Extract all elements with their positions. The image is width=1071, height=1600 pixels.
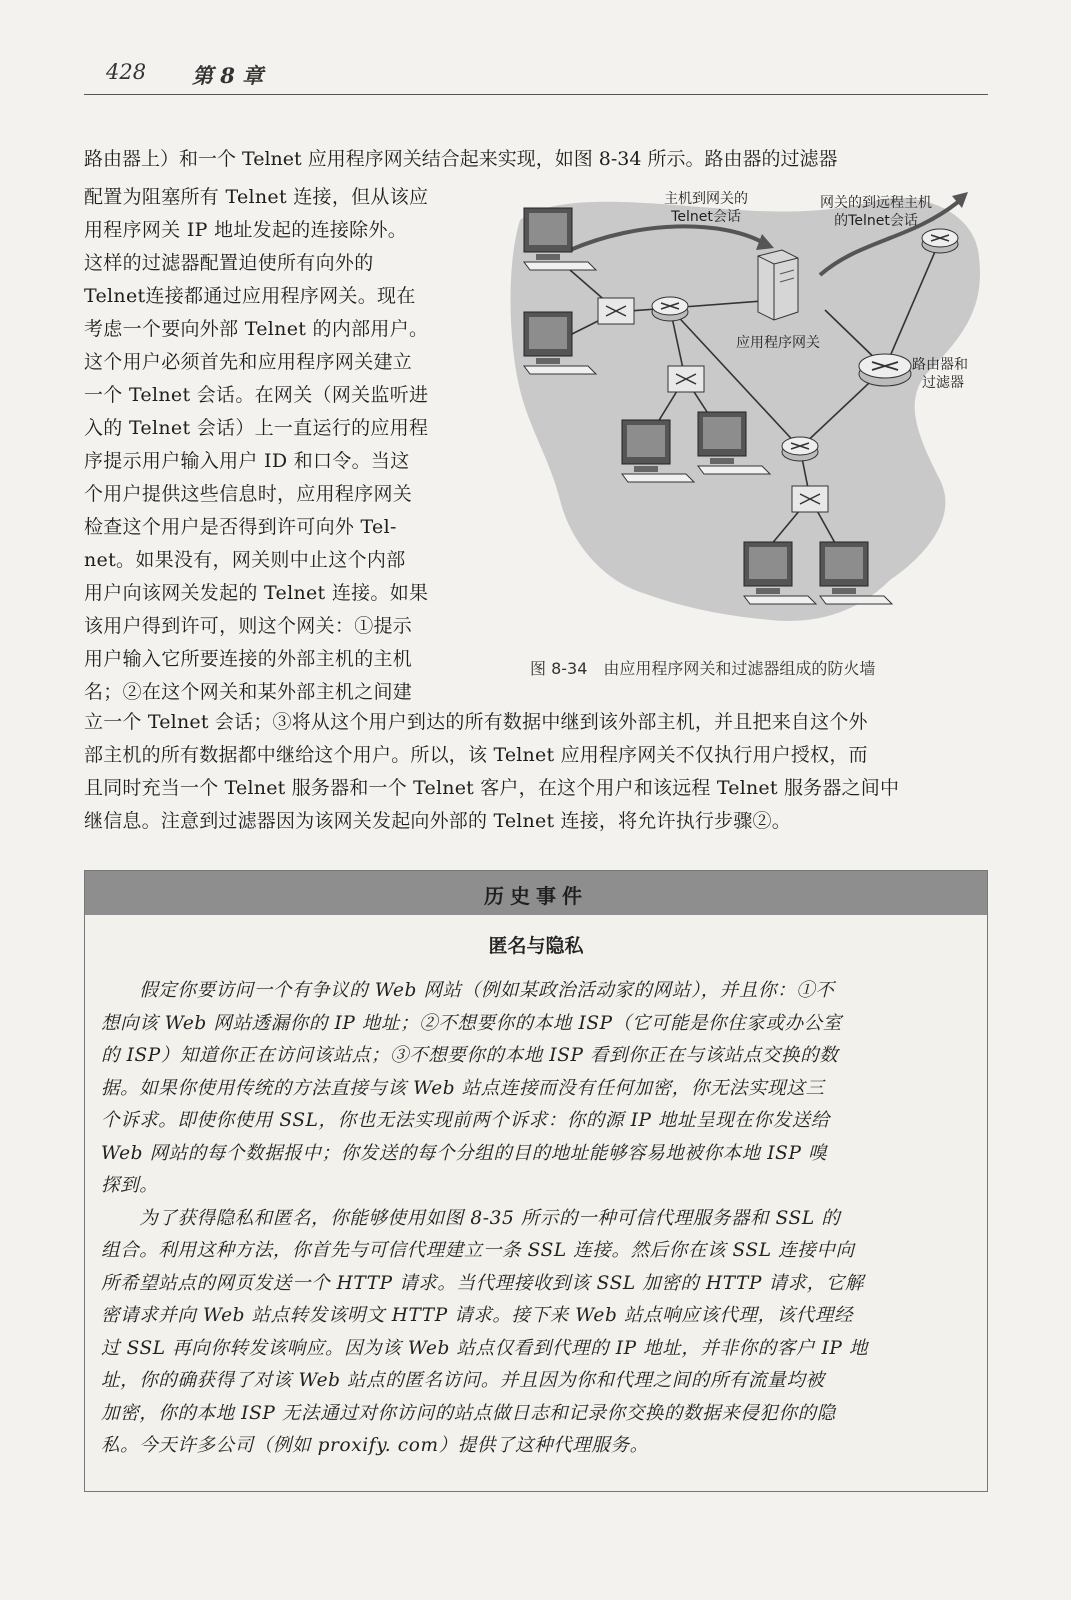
intro-line: 路由器上）和一个 Telnet 应用程序网关结合起来实现，如图 8-34 所示。路由器的过滤器 [84,148,838,170]
text-line: 假定你要访问一个有争议的 Web 网站（例如某政治活动家的网站），并且你：①不 [101,980,835,1001]
text-line: 过 SSL 再向你转发该响应。因为该 Web 站点仅看到代理的 IP 地址，并非你的客户 IP 地 [101,1337,869,1359]
box-body-text [101,975,973,1463]
text-line: 名；②在这个网关和某外部主机之间建 [84,681,413,703]
text-line: 继信息。注意到过滤器因为该网关发起向外部的 Telnet 连接，将允许执行步骤②。 [84,810,791,832]
page-number: 428 [106,60,147,84]
text-line: 考虑一个要向外部 Telnet 的内部用户。 [84,318,429,340]
history-sidebar-box [84,870,988,1492]
text-line: 该用户得到许可，则这个网关：①提示 [84,615,413,637]
text-line: 想向该 Web 网站透漏你的 IP 地址；②不想要你的本地 ISP（它可能是你住家或办公室 [101,1012,842,1034]
router-filter-icon [859,354,911,386]
text-line: 部主机的所有数据都中继给这个用户。所以，该 Telnet 应用程序网关不仅执行用户授权，而 [84,744,868,766]
text-line: Telnet连接都通过应用程序网关。现在 [84,285,416,307]
label-app-gateway: 应用程序网关 [736,335,820,351]
figure-8-34 [500,180,990,650]
box-title: 历史事件 [484,884,588,908]
page-header [84,54,988,95]
text-line: 用程序网关 IP 地址发起的连接除外。 [84,219,408,241]
text-line: 为了获得隐私和匿名，你能够使用如图 8-35 所示的一种可信代理服务器和 SSL 的 [101,1207,841,1229]
switch-icon [668,366,704,392]
text-line: 个用户提供这些信息时，应用程序网关 [84,483,413,505]
network-diagram [500,180,990,650]
text-line: 配置为阻塞所有 Telnet 连接，但从该应 [84,186,429,208]
chapter-label: 第 8 章 [192,63,264,88]
text-line: 探到。 [101,1175,159,1196]
text-line: 的 ISP）知道你正在访问该站点；③不想要你的本地 ISP 看到你正在与该站点交换的数 [101,1045,839,1066]
router-icon [782,437,818,461]
text-line: Web 网站的每个数据报中；你发送的每个分组的目的地址能够容易地被你本地 ISP 嗅 [101,1142,828,1164]
label-gateway-to-remote: 网关的到远程主机 的Telnet会话 [820,195,932,229]
text-line: 这样的过滤器配置迫使所有向外的 [84,252,374,274]
text-line: 且同时充当一个 Telnet 服务器和一个 Telnet 客户，在这个用户和该远程 Telnet 服务器之间中 [84,777,900,799]
text-line: 一个 Telnet 会话。在网关（网关监听进 [84,384,429,406]
text-line: 址，你的确获得了对该 Web 站点的匿名访问。并且因为你和代理之间的所有流量均被 [101,1370,825,1391]
text-line: 据。如果你使用传统的方法直接与该 Web 站点连接而没有任何加密，你无法实现这三 [101,1077,825,1099]
text-line: 序提示用户输入用户 ID 和口令。当这 [84,450,410,472]
switch-icon [792,486,828,512]
text-line: 个诉求。即使你使用 SSL，你也无法实现前两个诉求：你的源 IP 地址呈现在你发送给 [101,1110,830,1131]
router-icon [652,297,688,321]
label-host-to-gateway: 主机到网关的 Telnet会话 [664,191,748,225]
router-icon [922,229,958,253]
text-line: net。如果没有，网关则中止这个内部 [84,549,406,571]
text-line: 私。今天许多公司（例如 proxify. com）提供了这种代理服务。 [101,1435,649,1456]
text-line: 加密，你的本地 ISP 无法通过对你访问的站点做日志和记录你交换的数据来侵犯你的隐 [101,1402,836,1424]
left-column-text [84,181,480,709]
full-width-text [84,706,988,838]
box-subtitle: 匿名与隐私 [488,935,584,957]
switch-icon [598,298,634,324]
text-line: 入的 Telnet 会话）上一直运行的应用程 [84,417,429,439]
label-router-filter: 路由器和 过滤器 [912,357,968,391]
text-line: 用户输入它所要连接的外部主机的主机 [84,648,413,670]
text-line: 用户向该网关发起的 Telnet 连接。如果 [84,582,429,604]
text-line: 立一个 Telnet 会话；③将从这个用户到达的所有数据中继到该外部主机，并且把来自这个外 [84,711,868,733]
text-line: 这个用户必须首先和应用程序网关建立 [84,351,413,373]
text-line: 检查这个用户是否得到许可向外 Tel- [84,516,397,538]
gateway-server-icon [758,250,798,320]
text-line: 组合。利用这种方法，你首先与可信代理建立一条 SSL 连接。然后你在该 SSL 连接中向 [101,1240,855,1261]
text-line: 密请求并向 Web 站点转发该明文 HTTP 请求。接下来 Web 站点响应该代理，该代理经 [101,1305,854,1326]
text-line: 所希望站点的网页发送一个 HTTP 请求。当代理接收到该 SSL 加密的 HTTP 请求，它解 [101,1272,864,1294]
figure-caption: 图 8-34 由应用程序网关和过滤器组成的防火墙 [530,659,876,678]
